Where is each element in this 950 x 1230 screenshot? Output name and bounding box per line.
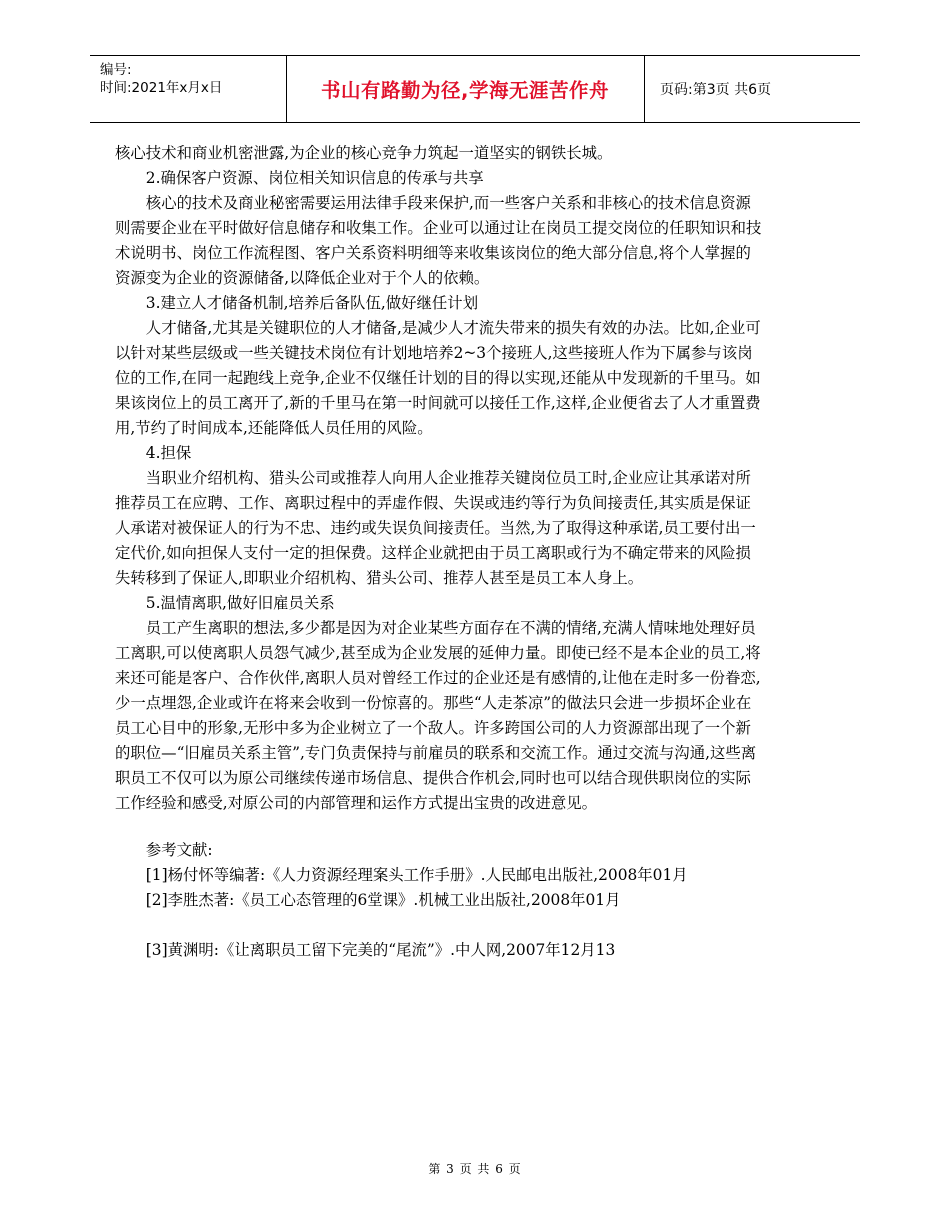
body-paragraph: 核心技术和商业机密泄露,为企业的核心竞争力筑起一道坚实的钢铁长城。 (115, 144, 613, 162)
document-body (115, 141, 765, 963)
page-footer: 第 3 页 共 6 页 (428, 1162, 522, 1176)
section-heading: 4.担保 (145, 444, 192, 462)
reference-item: [1]杨付怀等编著:《人力资源经理案头工作手册》.人民邮电出版社,2008年01月 (145, 866, 688, 884)
doc-number-label: 编号: (100, 62, 132, 78)
references-title: 参考文献: (145, 841, 213, 859)
reference-item: [2]李胜杰著:《员工心态管理的6堂课》.机械工业出版社,2008年01月 (145, 891, 621, 909)
reference-item: [3]黄渊明:《让离职员工留下完美的“尾流”》.中人网,2007年12月13 (145, 941, 616, 959)
section-heading: 3.建立人才储备机制,培养后备队伍,做好继任计划 (145, 294, 479, 312)
header-page-info: 页码:第3页 共6页 (660, 82, 771, 98)
header-meta (100, 61, 285, 97)
date-label: 时间:2021年x月x日 (100, 80, 223, 96)
body-paragraph: 核心的技术及商业秘密需要运用法律手段来保护,而一些客户关系和非核心的技术信息资源则需要企业在平时做好信息储存和收集工作。企业可以通过让在岗员工提交岗位的任职知识和技术说明书、岗位工作流程图、客户关系资料明细等来收集该岗位的绝大部分信息,将个人掌握的资源变为企业的资源储备,以降低企业对于个人的依赖。 (115, 194, 762, 287)
header-divider-right (644, 56, 645, 122)
section-heading: 5.温情离职,做好旧雇员关系 (145, 594, 335, 612)
section-heading: 2.确保客户资源、岗位相关知识信息的传承与共享 (145, 169, 484, 187)
body-paragraph: 员工产生离职的想法,多少都是因为对企业某些方面存在不满的情绪,充满人情味地处理好员工离职,可以使离职人员怨气减少,甚至成为企业发展的延伸力量。即使已经不是本企业的员工,将来还可能是客户、合作伙伴,离职人员对曾经工作过的企业还是有感情的,让他在走时多一份眷恋,少一点埋怨,企业或许在将来会收到一份惊喜的。那些“人走茶凉”的做法只会进一步损坏企业在员工心目中的形象,无形中多为企业树立了一个敌人。许多跨国公司的人力资源部出现了一个新的职位—“旧雇员关系主管”,专门负责保持与前雇员的联系和交流工作。通过交流与沟通,这些离职员工不仅可以为原公司继续传递市场信息、提供合作机会,同时也可以结合现供职岗位的实际工作经验和感受,对原公司的内部管理和运作方式提出宝贵的改进意见。 (115, 619, 761, 812)
header-motto: 书山有路勤为径,学海无涯苦作舟 (321, 79, 609, 102)
body-paragraph: 当职业介绍机构、猎头公司或推荐人向用人企业推荐关键岗位员工时,企业应让其承诺对所推荐员工在应聘、工作、离职过程中的弄虚作假、失误或违约等行为负间接责任,其实质是保证人承诺对被保证人的行为不忠、违约或失误负间接责任。当然,为了取得这种承诺,员工要付出一定代价,如向担保人支付一定的担保费。这样企业就把由于员工离职或行为不确定带来的风险损失转移到了保证人,即职业介绍机构、猎头公司、推荐人甚至是员工本人身上。 (115, 469, 756, 587)
page-header (90, 55, 860, 123)
body-paragraph: 人才储备,尤其是关键职位的人才储备,是减少人才流失带来的损失有效的办法。比如,企业可以针对某些层级或一些关键技术岗位有计划地培养2~3个接班人,这些接班人作为下属参与该岗位的工作,在同一起跑线上竞争,企业不仅继任计划的目的得以实现,还能从中发现新的千里马。如果该岗位上的员工离开了,新的千里马在第一时间就可以接任工作,这样,企业便省去了人才重置费用,节约了时间成本,还能降低人员任用的风险。 (115, 319, 761, 437)
